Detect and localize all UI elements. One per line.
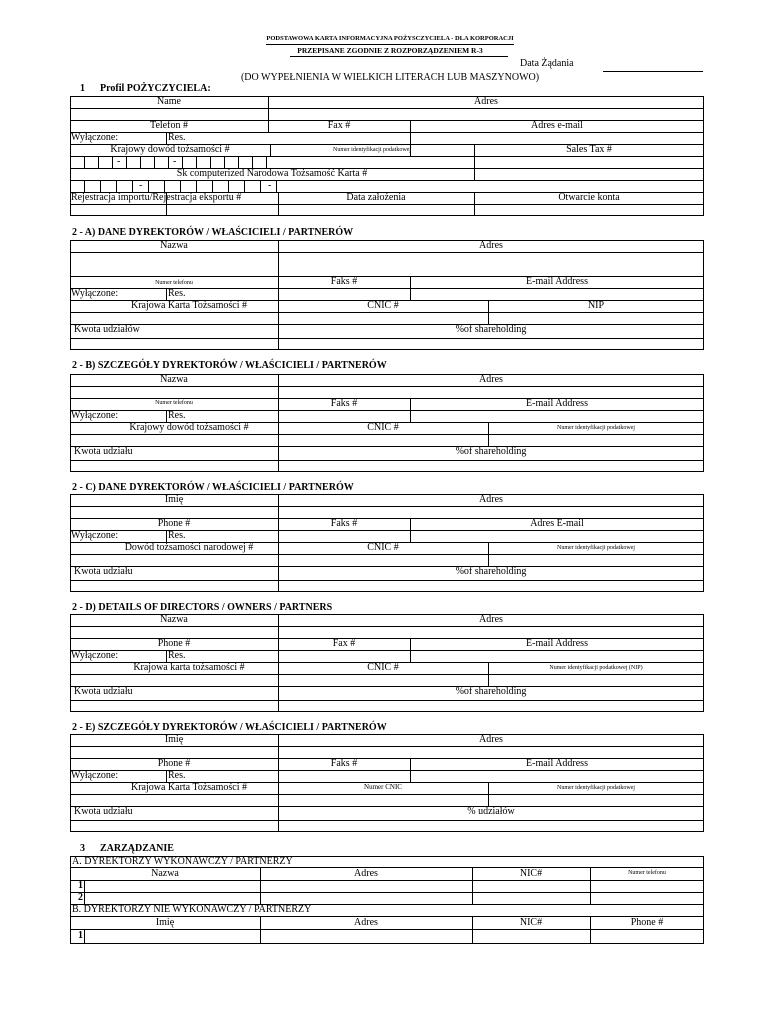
section-2b-title: 2 - B) SZCZEGÓŁY DYREKTORÓW / WŁAŚCICIELI / PARTNERÓW	[72, 360, 387, 371]
s2b-national-id-label: Krajowy dowód tożsamości #	[129, 422, 249, 433]
section-3-title: ZARZĄDZANIE	[100, 843, 174, 854]
s1-founded-label: Data założenia	[346, 192, 406, 203]
section-1-title: Profil POŻYCZYCIELA:	[100, 83, 211, 94]
s2a-tax-label: NIP	[587, 300, 605, 311]
s2e-residence-label: Res.	[168, 770, 186, 781]
s1-registered-label: Wyłączone:	[71, 132, 119, 143]
s3-nonexec-row-1: 1	[78, 930, 83, 941]
s1-cnic-dash-2: -	[268, 180, 272, 191]
s1-phone-label: Telefon #	[150, 120, 188, 131]
section-2c-title: 2 - C) DANE DYREKTORÓW / WŁAŚCICIELI / PARTNERÓW	[72, 482, 354, 493]
s2d-shares-label: Kwota udziału	[74, 686, 133, 697]
s1-tax-number-label: Numer identyfikacji podatkowej	[333, 147, 411, 153]
form-title: PODSTAWOWA KARTA INFORMACYJNA POŻYSCZYCIELA - DLA KORPORACJI	[266, 35, 514, 42]
s2d-name-label: Nazwa	[160, 614, 188, 625]
s3-nonexec-name-label: Imię	[155, 917, 175, 928]
s1-fax-label: Fax #	[327, 120, 351, 131]
s3-nonexec-title: B. DYREKTORZY NIE WYKONAWCZY / PARTNERZY	[72, 904, 312, 915]
s1-email-label: Adres e-mail	[531, 120, 583, 131]
s2e-name-label: Imię	[164, 734, 184, 745]
s1-id-dash-2: -	[173, 156, 177, 167]
section-2d-title: 2 - D) DETAILS OF DIRECTORS / OWNERS / PARTNERS	[72, 602, 333, 613]
s1-national-id-label: Krajowy dowód tożsamości #	[110, 144, 230, 155]
s2e-email-label: E-mail Address	[526, 758, 588, 769]
s1-account-opening-label: Otwarcie konta	[558, 192, 620, 203]
s2c-shareholding-label: %of shareholding	[455, 566, 527, 577]
s2a-registered-label: Wyłączone:	[71, 288, 119, 299]
form-regulation: PRZEPISANE ZGODNIE Z ROZPORZĄDZENIEM R-3	[297, 46, 483, 55]
s1-cnic-label: Sk computerized Narodowa Tożsamość Karta #	[176, 168, 368, 179]
s2c-registered-label: Wyłączone:	[71, 530, 119, 541]
s3-nonexec-nic-label: NIC#	[519, 917, 543, 928]
s2e-fax-label: Faks #	[330, 758, 358, 769]
s2d-national-id-label: Krajowa karta tożsamości #	[133, 662, 245, 673]
request-date-field[interactable]	[603, 62, 703, 72]
s3-nonexec-phone-label: Phone #	[630, 917, 664, 928]
section-3-number: 3	[80, 843, 85, 854]
s2c-phone-label: Phone #	[157, 518, 191, 529]
s1-address-label: Adres	[474, 96, 498, 107]
s3-exec-row-1: 1	[78, 880, 83, 891]
s2b-fax-label: Faks #	[330, 398, 358, 409]
s2c-address-label: Adres	[479, 494, 503, 505]
section-2a-title: 2 - A) DANE DYREKTORÓW / WŁAŚCICIELI / PARTNERÓW	[72, 227, 354, 238]
s2b-cnic-label: CNIC #	[367, 422, 399, 433]
s3-exec-name-label: Nazwa	[151, 868, 179, 879]
s1-name-label: Name	[157, 96, 181, 107]
s3-exec-nic-label: NIC#	[519, 868, 543, 879]
s2c-fax-label: Faks #	[330, 518, 358, 529]
s2b-phone-label: Numer telefonu	[155, 400, 193, 406]
s2b-email-label: E-mail Address	[526, 398, 588, 409]
s3-exec-row-2: 2	[78, 892, 83, 903]
s2d-residence-label: Res.	[168, 650, 186, 661]
request-date-label: Data Żądania	[520, 58, 574, 69]
s2b-residence-label: Res.	[168, 410, 186, 421]
s2a-cnic-label: CNIC #	[367, 300, 399, 311]
s2a-residence-label: Res.	[168, 288, 186, 299]
s2e-phone-label: Phone #	[157, 758, 191, 769]
s2b-tax-label: Numer identyfikacji podatkowej	[557, 425, 635, 431]
s2d-phone-label: Phone #	[157, 638, 191, 649]
s2b-shares-label: Kwota udziału	[74, 446, 133, 457]
s2d-tax-label: Numer identyfikacji podatkowej (NIP)	[549, 665, 643, 671]
fill-instruction: (DO WYPEŁNIENIA W WIELKICH LITERACH LUB MASZYNOWO)	[240, 72, 540, 83]
s2a-national-id-label: Krajowa Karta Tożsamości #	[130, 300, 248, 311]
s2b-address-label: Adres	[479, 374, 503, 385]
s2a-name-label: Nazwa	[160, 240, 188, 251]
s2e-tax-label: Numer identyfikacji podatkowej	[557, 785, 635, 791]
s2c-name-label: Imię	[164, 494, 184, 505]
s2a-shares-label: Kwota udziałów	[74, 324, 140, 335]
s1-cnic-dash-1: -	[139, 180, 143, 191]
s2d-fax-label: Fax #	[332, 638, 356, 649]
s2c-email-label: Adres E-mail	[530, 518, 584, 529]
s2e-national-id-label: Krajowa Karta Tożsamości #	[130, 782, 248, 793]
s2a-fax-label: Faks #	[330, 276, 358, 287]
s2a-email-label: E-mail Address	[526, 276, 588, 287]
s3-exec-phone-label: Numer telefonu	[628, 870, 666, 876]
s2c-shares-label: Kwota udziału	[74, 566, 133, 577]
s2a-shareholding-label: %of shareholding	[455, 324, 527, 335]
s2d-email-label: E-mail Address	[526, 638, 588, 649]
s2c-tax-label: Numer identyfikacji podatkowej	[557, 545, 635, 551]
s2e-shares-label: Kwota udziału	[74, 806, 133, 817]
s1-sales-tax-label: Sales Tax #	[566, 144, 612, 155]
s2b-registered-label: Wyłączone:	[71, 410, 119, 421]
s3-exec-address-label: Adres	[354, 868, 378, 879]
s2c-residence-label: Res.	[168, 530, 186, 541]
s2a-phone-label: Numer telefonu	[155, 280, 193, 286]
s2b-name-label: Nazwa	[160, 374, 188, 385]
s2e-cnic-label: Numer CNIC	[364, 783, 402, 791]
s2b-shareholding-label: %of shareholding	[455, 446, 527, 457]
s2d-cnic-label: CNIC #	[367, 662, 399, 673]
s2e-shareholding-label: % udziałów	[467, 806, 515, 817]
s2e-registered-label: Wyłączone:	[71, 770, 119, 781]
s3-nonexec-address-label: Adres	[354, 917, 378, 928]
s2d-registered-label: Wyłączone:	[71, 650, 119, 661]
s3-exec-title: A. DYREKTORZY WYKONAWCZY / PARTNERZY	[72, 856, 293, 867]
s2c-cnic-label: CNIC #	[367, 542, 399, 553]
section-1-number: 1	[80, 83, 85, 94]
s2e-address-label: Adres	[479, 734, 503, 745]
s1-import-export-label: Rejestracja importu/Rejestracja eksportu #	[71, 192, 242, 203]
s1-id-dash-1: -	[117, 156, 121, 167]
s2a-address-label: Adres	[479, 240, 503, 251]
s2c-national-id-label: Dowód tożsamości narodowej #	[124, 542, 254, 553]
s1-residence-label: Res.	[168, 132, 186, 143]
section-2e-title: 2 - E) SZCZEGÓŁY DYREKTORÓW / WŁAŚCICIELI / PARTNERÓW	[72, 722, 387, 733]
s2d-shareholding-label: %of shareholding	[455, 686, 527, 697]
s2d-address-label: Adres	[479, 614, 503, 625]
